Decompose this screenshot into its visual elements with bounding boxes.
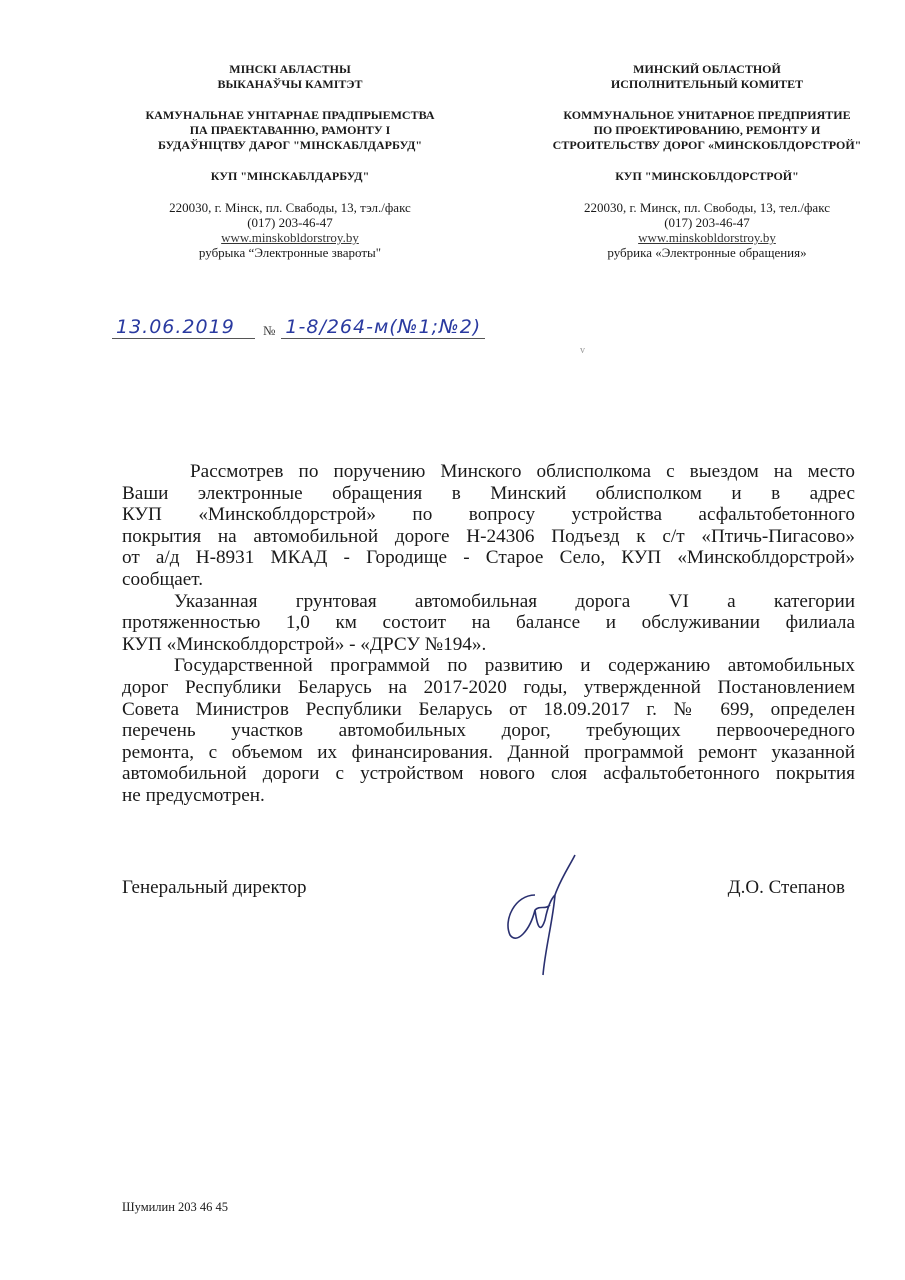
paragraph-1	[122, 461, 855, 591]
header-left-belarusian	[95, 62, 485, 260]
website-link[interactable]: www.minskobldorstroy.by	[638, 230, 776, 245]
enterprise-line: СТРОИТЕЛЬСТВУ ДОРОГ «МИНСКОБЛДОРСТРОЙ"	[552, 138, 862, 152]
enterprise-line: КОММУНАЛЬНОЕ УНИТАРНОЕ ПРЕДПРИЯТИЕ	[563, 108, 851, 122]
address: 220030, г. Минск, пл. Свободы, 13, тел./факс	[584, 200, 830, 215]
check-mark: v	[580, 345, 585, 356]
number-sign: №	[263, 323, 276, 338]
phone: (017) 203-46-47	[664, 215, 750, 230]
executor-contact: Шумилин 203 46 45	[122, 1200, 229, 1214]
text-line: ремонта, с объемом их финансирования. Данной программой ремонт указанной	[122, 741, 855, 763]
text-line: дорог Республики Беларусь на 2017-2020 годы, утвержденной Постановлением	[122, 676, 855, 698]
address: 220030, г. Мінск, пл. Свабоды, 13, тэл./факс	[169, 200, 411, 215]
text-line: Ваши электронные обращения в Минский облисполком и в адрес	[122, 482, 855, 504]
signatory-position: Генеральный директор	[122, 877, 307, 898]
authority-name	[512, 62, 902, 92]
text-line: КУП «Минскоблдорстрой» - «ДРСУ №194».	[122, 633, 487, 655]
text-line: протяженностью 1,0 км состоит на балансе и обслуживании филиала	[122, 612, 855, 634]
authority-line: МИНСКИЙ ОБЛАСТНОЙ	[633, 62, 781, 76]
enterprise-name	[95, 108, 485, 153]
enterprise-line: ПА ПРАЕКТАВАННЮ, РАМОНТУ І	[189, 123, 391, 137]
short-name: КУП "МІНСКАБЛДАРБУД"	[210, 169, 370, 183]
registration-number: 1-8/264-м(№1;№2)	[281, 316, 485, 339]
enterprise-line: БУДАЎНІЦТВУ ДАРОГ "МІНСКАБЛДАРБУД"	[157, 138, 423, 152]
signatory-name: Д.О. Степанов	[727, 877, 845, 898]
paragraph-2	[122, 591, 855, 656]
text-line: перечень участков автомобильных дорог, требующих первоочередного	[122, 720, 855, 742]
text-line: КУП «Минскоблдорстрой» по вопросу устройства асфальтобетонного	[122, 504, 855, 526]
handwritten-signature	[495, 850, 585, 980]
enterprise-line: КАМУНАЛЬНАЕ УНІТАРНАЕ ПРАДПРЫЕМСТВА	[145, 108, 435, 122]
paragraph-3	[122, 655, 855, 806]
rubric: рубрыка “Электронные звароты"	[198, 245, 382, 260]
text-line: Совета Министров Республики Беларусь от 18.09.2017 г. № 699, определен	[122, 698, 855, 720]
authority-line: МІНСКІ АБЛАСТНЫ	[229, 62, 351, 76]
phone: (017) 203-46-47	[247, 215, 333, 230]
authority-name	[95, 62, 485, 92]
header-right-russian	[512, 62, 902, 260]
enterprise-name	[512, 108, 902, 153]
authority-line: ВЫКАНАЎЧЫ КАМІТЭТ	[217, 77, 363, 91]
rubric: рубрика «Электронные обращения»	[607, 245, 807, 260]
registration-date: 13.06.2019	[112, 316, 255, 339]
text-line: покрытия на автомобильной дороге Н-24306 Подъезд к с/т «Птичь-Пигасово»	[122, 525, 855, 547]
letter-body	[122, 461, 855, 807]
text-line: Рассмотрев по поручению Минского облисполкома с выездом на место	[190, 461, 855, 482]
text-line: Государственной программой по развитию и содержанию автомобильных	[174, 655, 855, 677]
text-line: от а/д Н-8931 МКАД - Городище - Старое Село, КУП «Минскоблдорстрой»	[122, 547, 855, 569]
registration-line	[112, 316, 485, 339]
text-line: автомобильной дороги с устройством нового слоя асфальтобетонного покрытия	[122, 763, 855, 785]
text-line: Указанная грунтовая автомобильная дорога VI а категории	[174, 590, 855, 612]
enterprise-line: ПО ПРОЕКТИРОВАНИЮ, РЕМОНТУ И	[593, 123, 821, 137]
website-link[interactable]: www.minskobldorstroy.by	[221, 230, 359, 245]
short-name: КУП "МИНСКОБЛДОРСТРОЙ"	[615, 169, 799, 183]
text-line: сообщает.	[122, 568, 204, 590]
text-line: не предусмотрен.	[122, 784, 265, 806]
authority-line: ИСПОЛНИТЕЛЬНЫЙ КОМИТЕТ	[610, 77, 804, 91]
signature-block	[122, 877, 845, 899]
